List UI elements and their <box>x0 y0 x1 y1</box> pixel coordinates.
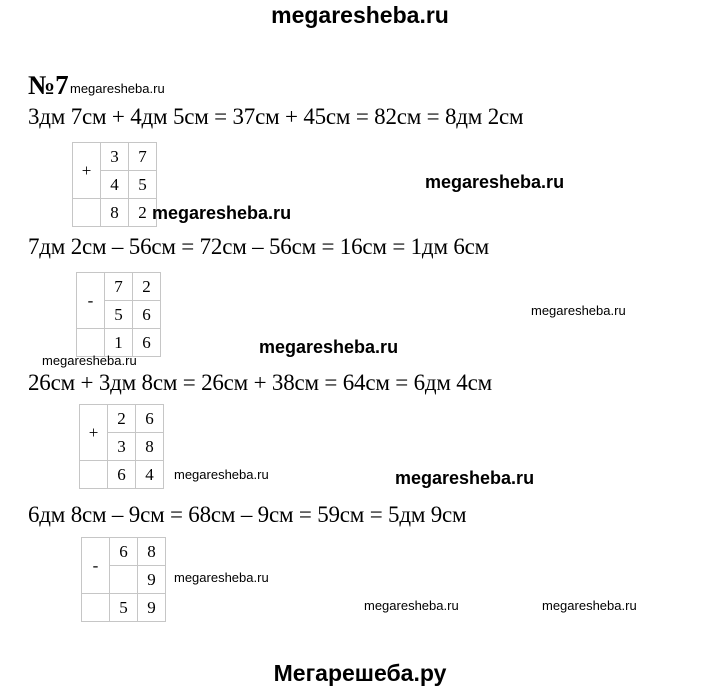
result-digit: 6 <box>133 329 161 357</box>
site-header: megaresheba.ru <box>271 2 449 28</box>
operator-plus: + <box>80 405 108 461</box>
result-digit: 6 <box>108 461 136 489</box>
digit: 5 <box>129 171 157 199</box>
digit: 4 <box>101 171 129 199</box>
digit: 2 <box>133 273 161 301</box>
operator-minus: - <box>77 273 105 329</box>
watermark: megaresheba.ru <box>70 81 165 96</box>
digit <box>110 566 138 594</box>
digit: 3 <box>101 143 129 171</box>
watermark: megaresheba.ru <box>542 598 637 613</box>
result-digit: 1 <box>105 329 133 357</box>
digit: 5 <box>105 301 133 329</box>
watermark: megaresheba.ru <box>152 203 292 223</box>
result-digit: 4 <box>136 461 164 489</box>
watermark: megaresheba.ru <box>174 570 269 585</box>
operator-plus: + <box>73 143 101 199</box>
empty-cell <box>82 594 110 622</box>
watermark: megaresheba.ru <box>531 303 626 318</box>
column-calc-4 <box>81 537 166 622</box>
task-number: №7 <box>28 70 69 100</box>
digit: 7 <box>129 143 157 171</box>
watermark: megaresheba.ru <box>364 598 459 613</box>
column-calc-1 <box>72 142 157 227</box>
empty-cell <box>80 461 108 489</box>
digit: 6 <box>110 538 138 566</box>
digit: 8 <box>136 433 164 461</box>
column-calc-3 <box>79 404 164 489</box>
result-digit: 2 <box>129 199 157 227</box>
digit: 7 <box>105 273 133 301</box>
result-digit: 9 <box>138 594 166 622</box>
site-footer: Мегарешеба.ру <box>273 660 447 686</box>
equation-4: 6дм 8см – 9см = 68см – 9см = 59см = 5дм 9см <box>28 502 467 527</box>
equation-1: 3дм 7см + 4дм 5см = 37см + 45см = 82см = 8дм 2см <box>28 104 524 129</box>
digit: 6 <box>136 405 164 433</box>
result-digit: 8 <box>101 199 129 227</box>
operator-minus: - <box>82 538 110 594</box>
column-calc-2 <box>76 272 161 357</box>
digit: 2 <box>108 405 136 433</box>
result-digit: 5 <box>110 594 138 622</box>
watermark: megaresheba.ru <box>425 172 565 192</box>
digit: 3 <box>108 433 136 461</box>
watermark: megaresheba.ru <box>259 337 399 357</box>
watermark: megaresheba.ru <box>174 467 269 482</box>
equation-3: 26см + 3дм 8см = 26см + 38см = 64см = 6дм 4см <box>28 370 492 395</box>
empty-cell <box>73 199 101 227</box>
watermark: megaresheba.ru <box>42 353 137 368</box>
digit: 8 <box>138 538 166 566</box>
digit: 6 <box>133 301 161 329</box>
equation-2: 7дм 2см – 56см = 72см – 56см = 16см = 1дм 6см <box>28 234 490 259</box>
watermark: megaresheba.ru <box>395 468 535 488</box>
digit: 9 <box>138 566 166 594</box>
